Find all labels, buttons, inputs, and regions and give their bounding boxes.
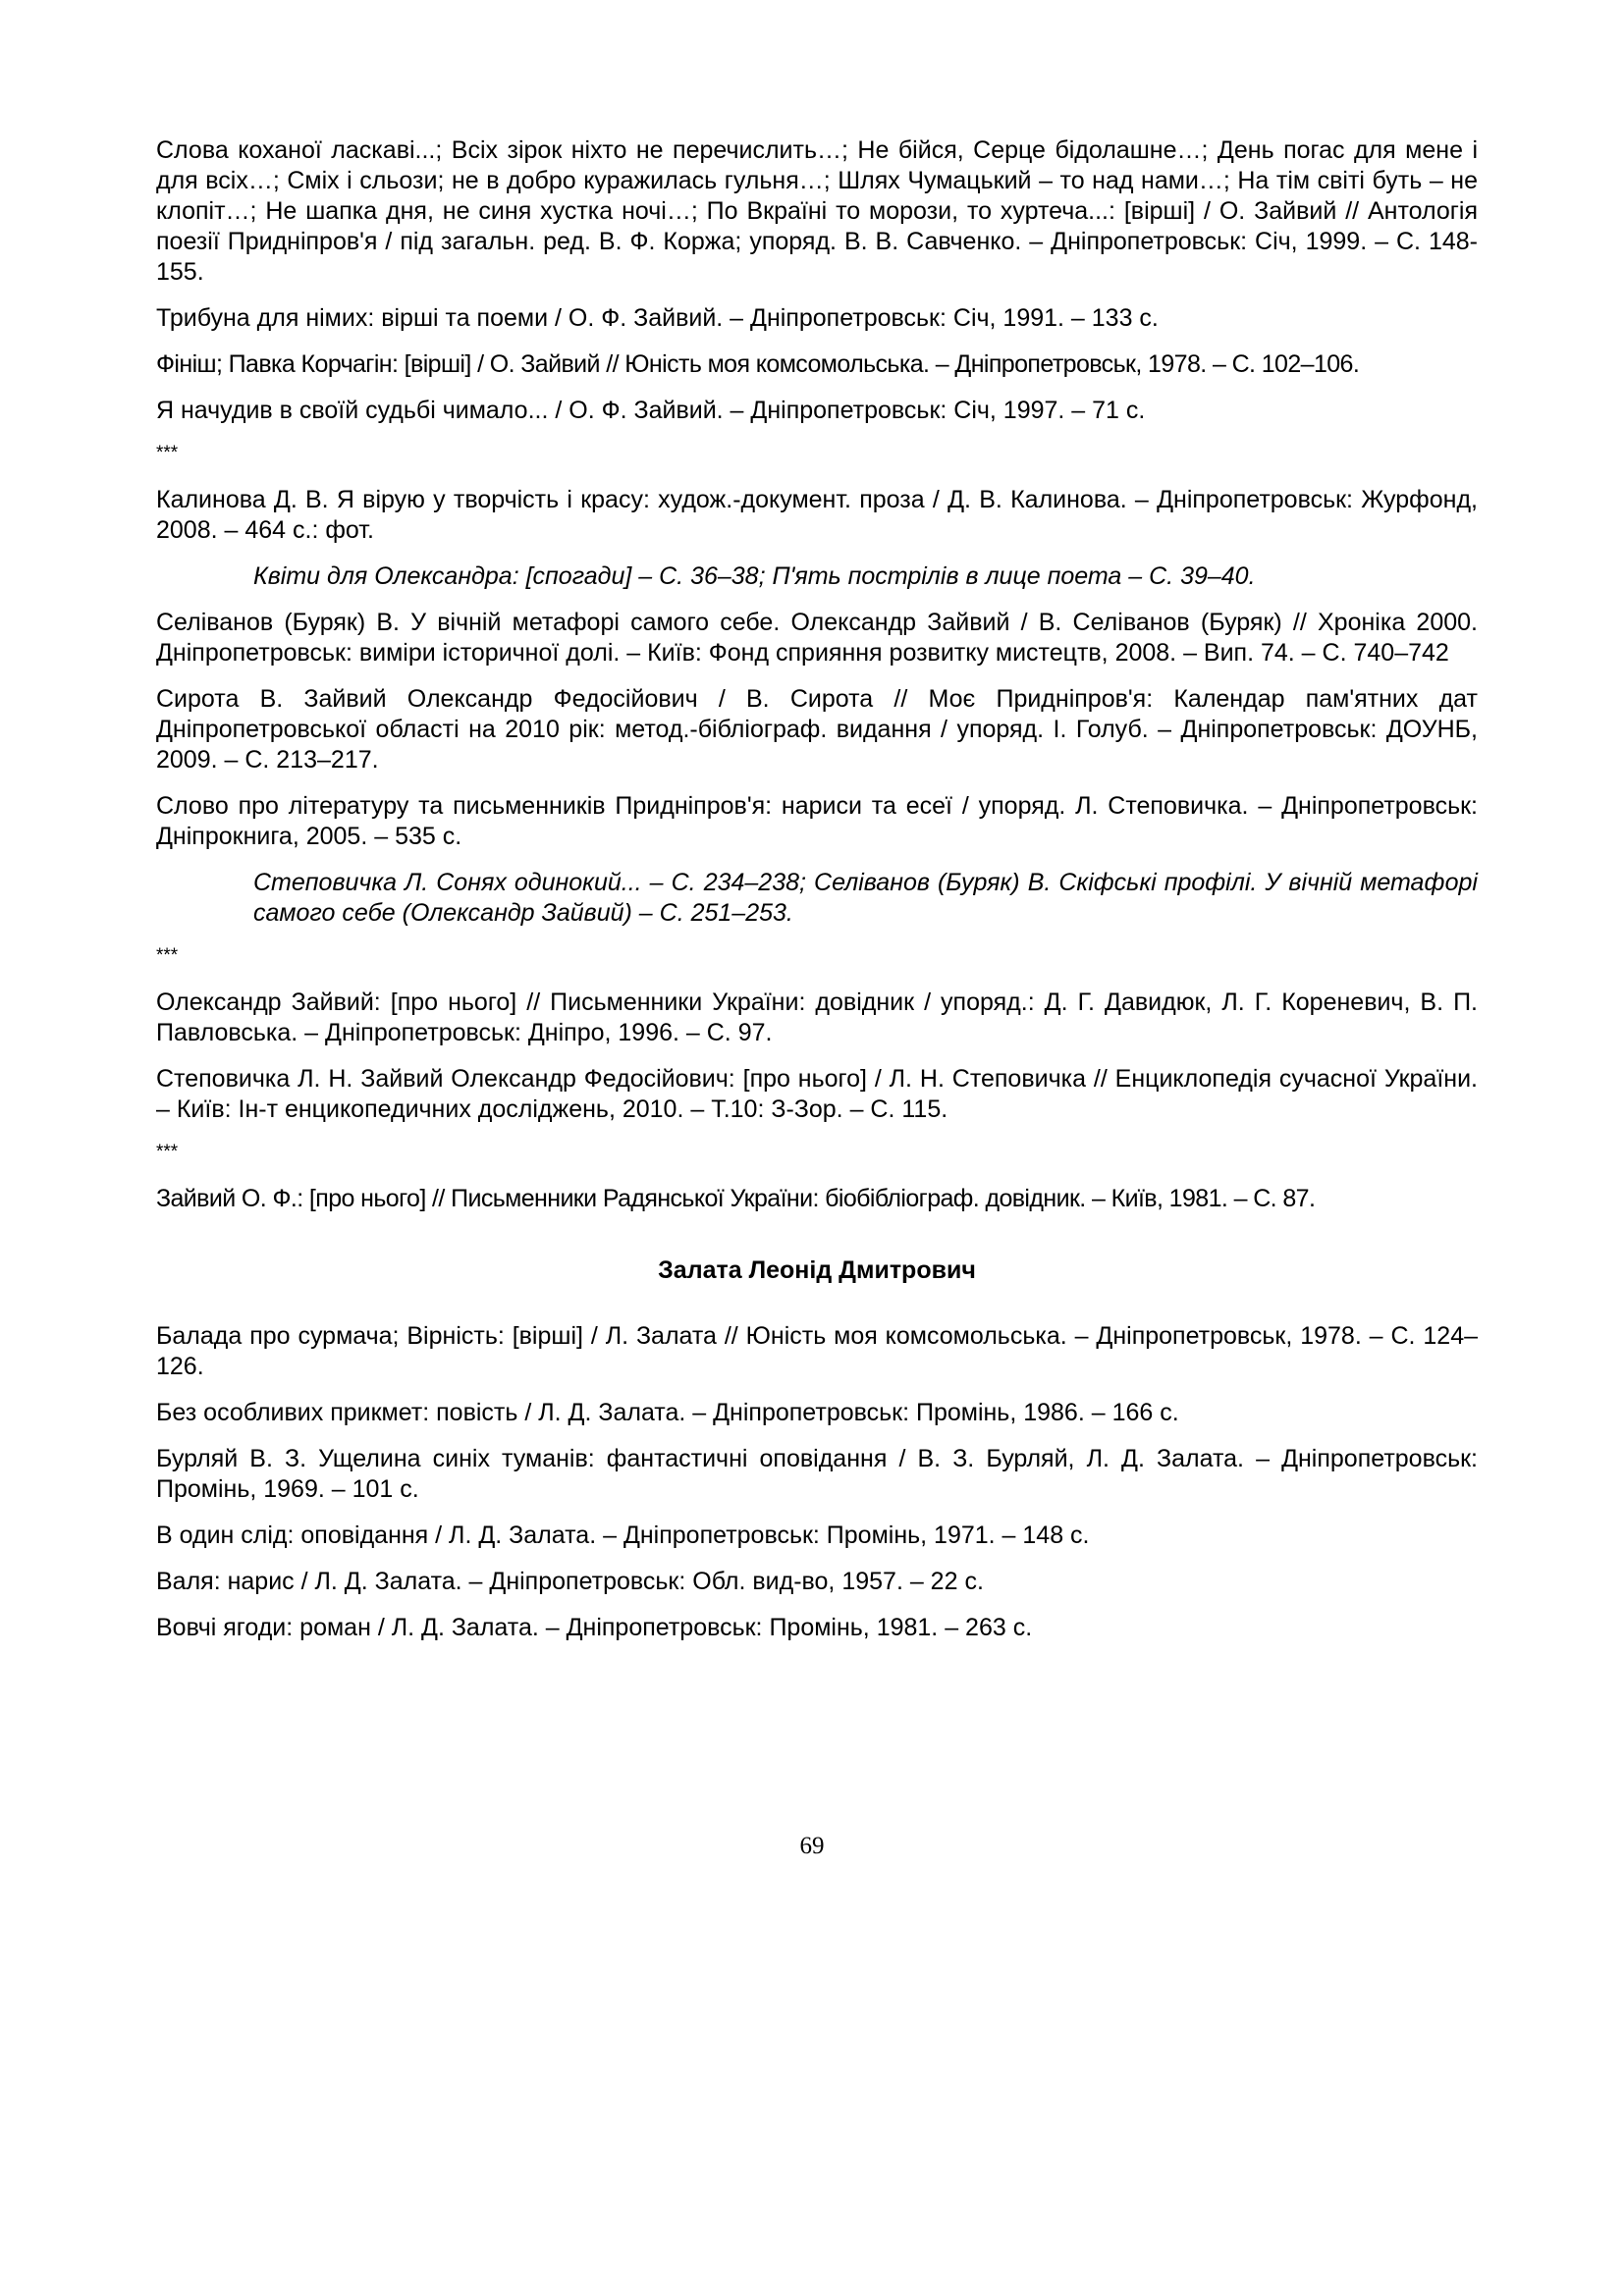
bibliography-entry: В один слід: оповідання / Л. Д. Залата. – Дніпропетровськ: Промінь, 1971. – 148 с. [156, 1522, 1090, 1549]
page-number: 69 [799, 1833, 825, 1859]
bibliography-sub-entry: Квіти для Олександра: [спогади] – С. 36–38; П'ять пострілів в лице поета – С. 39–40. [253, 562, 1256, 590]
section-separator: *** [156, 443, 179, 463]
bibliography-sub-entry: Степовичка Л. Сонях одинокий... – С. 234–238; Селіванов (Буряк) В. Скіфські профілі. У вічній метафорі самого себе (Олександр Зайвий) – С. 251–253. [253, 869, 1478, 927]
bibliography-entry: Зайвий О. Ф.: [про нього] // Письменники Радянської України: біобібліограф. довідник. – Київ, 1981. – С. 87. [156, 1185, 1316, 1212]
bibliography-entry: Валя: нарис / Л. Д. Залата. – Дніпропетровськ: Обл. вид-во, 1957. – 22 с. [156, 1568, 984, 1595]
bibliography-entry: Олександр Зайвий: [про нього] // Письменники України: довідник / упоряд.: Д. Г. Давидюк, Л. Г. Кореневич, В. П. Павловська. – Дніпропетровськ: Дніпро, 1996. – С. 97. [156, 988, 1478, 1046]
bibliography-entry: Вовчі ягоди: роман / Л. Д. Залата. – Дніпропетровськ: Промінь, 1981. – 263 с. [156, 1614, 1033, 1641]
bibliography-entry: Без особливих прикмет: повість / Л. Д. Залата. – Дніпропетровськ: Промінь, 1986. – 166 с. [156, 1399, 1179, 1426]
document-body [156, 135, 1478, 1659]
author-heading: Залата Леонід Дмитрович [658, 1256, 976, 1284]
bibliography-entry: Я начудив в своїй судьбі чимало... / О. Ф. Зайвий. – Дніпропетровськ: Січ, 1997. – 71 с. [156, 397, 1146, 424]
bibliography-entry: Сирота В. Зайвий Олександр Федосійович / В. Сирота // Моє Придніпров'я: Календар пам'ятних дат Дніпропетровської області на 2010 рік: метод.-бібліограф. видання / упоряд. І. Голуб. – Дніпропетровськ: ДОУНБ, 2009. – С. 213–217. [156, 685, 1478, 774]
bibliography-entry: Слова коханої ласкаві...; Всіх зірок ніхто не перечислить…; Не бійся, Серце бідолашне…; День погас для мене і для всіх…; Сміх і сльози; не в добро куражилась гульня…; Шлях Чумацький – то над нами…; На тім світі буть – не клопіт…; Не шапка дня, не синя хустка ночі…; По Вкраїні то морози, то хуртеча...: [вірші] / О. Зайвий // Антологія поезії Придніпров'я / під загальн. ред. В. Ф. Коржа; упоряд. В. В. Савченко. – Дніпропетровськ: Січ, 1999. – С. 148-155. [156, 136, 1478, 286]
section-separator: *** [156, 1142, 179, 1162]
bibliography-entry: Бурляй В. З. Ущелина синіх туманів: фантастичні оповідання / В. З. Бурляй, Л. Д. Залата. – Дніпропетровськ: Промінь, 1969. – 101 с. [156, 1445, 1478, 1503]
bibliography-entry: Степовичка Л. Н. Зайвий Олександр Федосійович: [про нього] / Л. Н. Степовичка // Енциклопедія сучасної України. – Київ: Ін-т енцикопедичних досліджень, 2010. – Т.10: З-Зор. – С. 115. [156, 1065, 1478, 1123]
bibliography-entry: Слово про літературу та письменників Придніпров'я: нариси та есеї / упоряд. Л. Степовичка. – Дніпропетровськ: Дніпрокнига, 2005. – 535 с. [156, 792, 1478, 850]
bibliography-entry: Калинова Д. В. Я вірую у творчість і красу: худож.-документ. проза / Д. В. Калинова. – Дніпропетровськ: Журфонд, 2008. – 464 с.: фот. [156, 486, 1478, 544]
section-separator: *** [156, 945, 179, 966]
bibliography-entry: Балада про сурмача; Вірність: [вірші] / Л. Залата // Юність моя комсомольська. – Дніпропетровськ, 1978. – С. 124–126. [156, 1322, 1478, 1380]
bibliography-entry: Трибуна для німих: вірші та поеми / О. Ф. Зайвий. – Дніпропетровськ: Січ, 1991. – 133 с. [156, 304, 1159, 332]
bibliography-entry: Фініш; Павка Корчагін: [вірші] / О. Зайвий // Юність моя комсомольська. – Дніпропетровськ, 1978. – С. 102–106. [156, 350, 1360, 378]
bibliography-entry: Селіванов (Буряк) В. У вічній метафорі самого себе. Олександр Зайвий / В. Селіванов (Буряк) // Хроніка 2000. Дніпропетровськ: виміри історичної долі. – Київ: Фонд сприяння розвитку мистецтв, 2008. – Вип. 74. – С. 740–742 [156, 609, 1478, 667]
